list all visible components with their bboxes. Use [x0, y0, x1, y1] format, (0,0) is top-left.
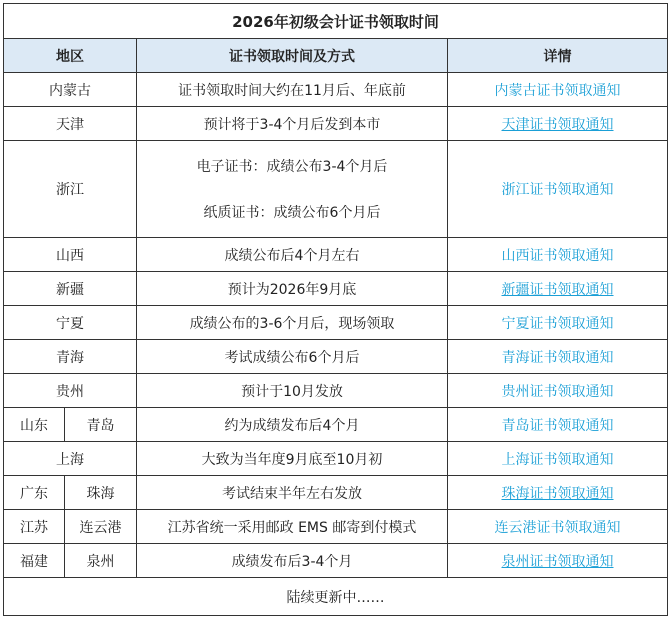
- time-cell: 预计将于3-4个月后发到本市: [137, 107, 448, 141]
- table-row: [4, 141, 668, 238]
- table-row: [4, 73, 668, 107]
- detail-link[interactable]: 泉州证书领取通知: [448, 544, 668, 578]
- detail-link[interactable]: 珠海证书领取通知: [448, 476, 668, 510]
- detail-link[interactable]: 内蒙古证书领取通知: [448, 73, 668, 107]
- table-row: [4, 544, 668, 578]
- time-cell: 预计为2026年9月底: [137, 272, 448, 306]
- city-cell: 泉州: [65, 544, 137, 578]
- table-row: [4, 340, 668, 374]
- time-cell: [137, 141, 448, 238]
- region-cell: 浙江: [4, 141, 137, 238]
- footer-note: 陆续更新中……: [4, 578, 668, 616]
- time-line-paper: 纸质证书：成绩公布6个月后: [203, 205, 381, 221]
- time-cell: 大致为当年度9月底至10月初: [137, 442, 448, 476]
- province-cell: 江苏: [4, 510, 65, 544]
- region-cell: 山西: [4, 238, 137, 272]
- table-row: [4, 408, 668, 442]
- region-cell: 宁夏: [4, 306, 137, 340]
- province-cell: 山东: [4, 408, 65, 442]
- province-cell: 福建: [4, 544, 65, 578]
- city-cell: 青岛: [65, 408, 137, 442]
- detail-link[interactable]: 宁夏证书领取通知: [448, 306, 668, 340]
- time-cell: 约为成绩发布后4个月: [137, 408, 448, 442]
- city-cell: 连云港: [65, 510, 137, 544]
- table-row: [4, 476, 668, 510]
- time-cell: 考试成绩公布6个月后: [137, 340, 448, 374]
- region-cell: 新疆: [4, 272, 137, 306]
- detail-link[interactable]: 浙江证书领取通知: [448, 141, 668, 238]
- time-cell: 成绩公布的3-6个月后，现场领取: [137, 306, 448, 340]
- region-cell: 天津: [4, 107, 137, 141]
- header-region: 地区: [4, 39, 137, 73]
- time-cell: 预计于10月发放: [137, 374, 448, 408]
- region-cell: 内蒙古: [4, 73, 137, 107]
- time-cell: 考试结束半年左右发放: [137, 476, 448, 510]
- region-cell: 上海: [4, 442, 137, 476]
- detail-link[interactable]: 青海证书领取通知: [448, 340, 668, 374]
- detail-link[interactable]: 贵州证书领取通知: [448, 374, 668, 408]
- detail-link[interactable]: 上海证书领取通知: [448, 442, 668, 476]
- region-cell: 贵州: [4, 374, 137, 408]
- time-cell: 成绩公布后4个月左右: [137, 238, 448, 272]
- detail-link[interactable]: 山西证书领取通知: [448, 238, 668, 272]
- certificate-table: [3, 3, 668, 616]
- table-row: [4, 374, 668, 408]
- table-row: [4, 442, 668, 476]
- detail-link[interactable]: 青岛证书领取通知: [448, 408, 668, 442]
- table-row: [4, 238, 668, 272]
- header-detail: 详情: [448, 39, 668, 73]
- detail-link[interactable]: 连云港证书领取通知: [448, 510, 668, 544]
- table-row: [4, 510, 668, 544]
- detail-link[interactable]: 天津证书领取通知: [448, 107, 668, 141]
- province-cell: 广东: [4, 476, 65, 510]
- table-row: [4, 306, 668, 340]
- time-cell: 江苏省统一采用邮政 EMS 邮寄到付模式: [137, 510, 448, 544]
- header-time: 证书领取时间及方式: [137, 39, 448, 73]
- region-cell: 青海: [4, 340, 137, 374]
- table-row: [4, 107, 668, 141]
- city-cell: 珠海: [65, 476, 137, 510]
- table-title: 2026年初级会计证书领取时间: [4, 4, 668, 39]
- time-line-electronic: 电子证书：成绩公布3-4个月后: [196, 159, 388, 175]
- table-row: [4, 272, 668, 306]
- detail-link[interactable]: 新疆证书领取通知: [448, 272, 668, 306]
- time-cell: 成绩发布后3-4个月: [137, 544, 448, 578]
- time-cell: 证书领取时间大约在11月后、年底前: [137, 73, 448, 107]
